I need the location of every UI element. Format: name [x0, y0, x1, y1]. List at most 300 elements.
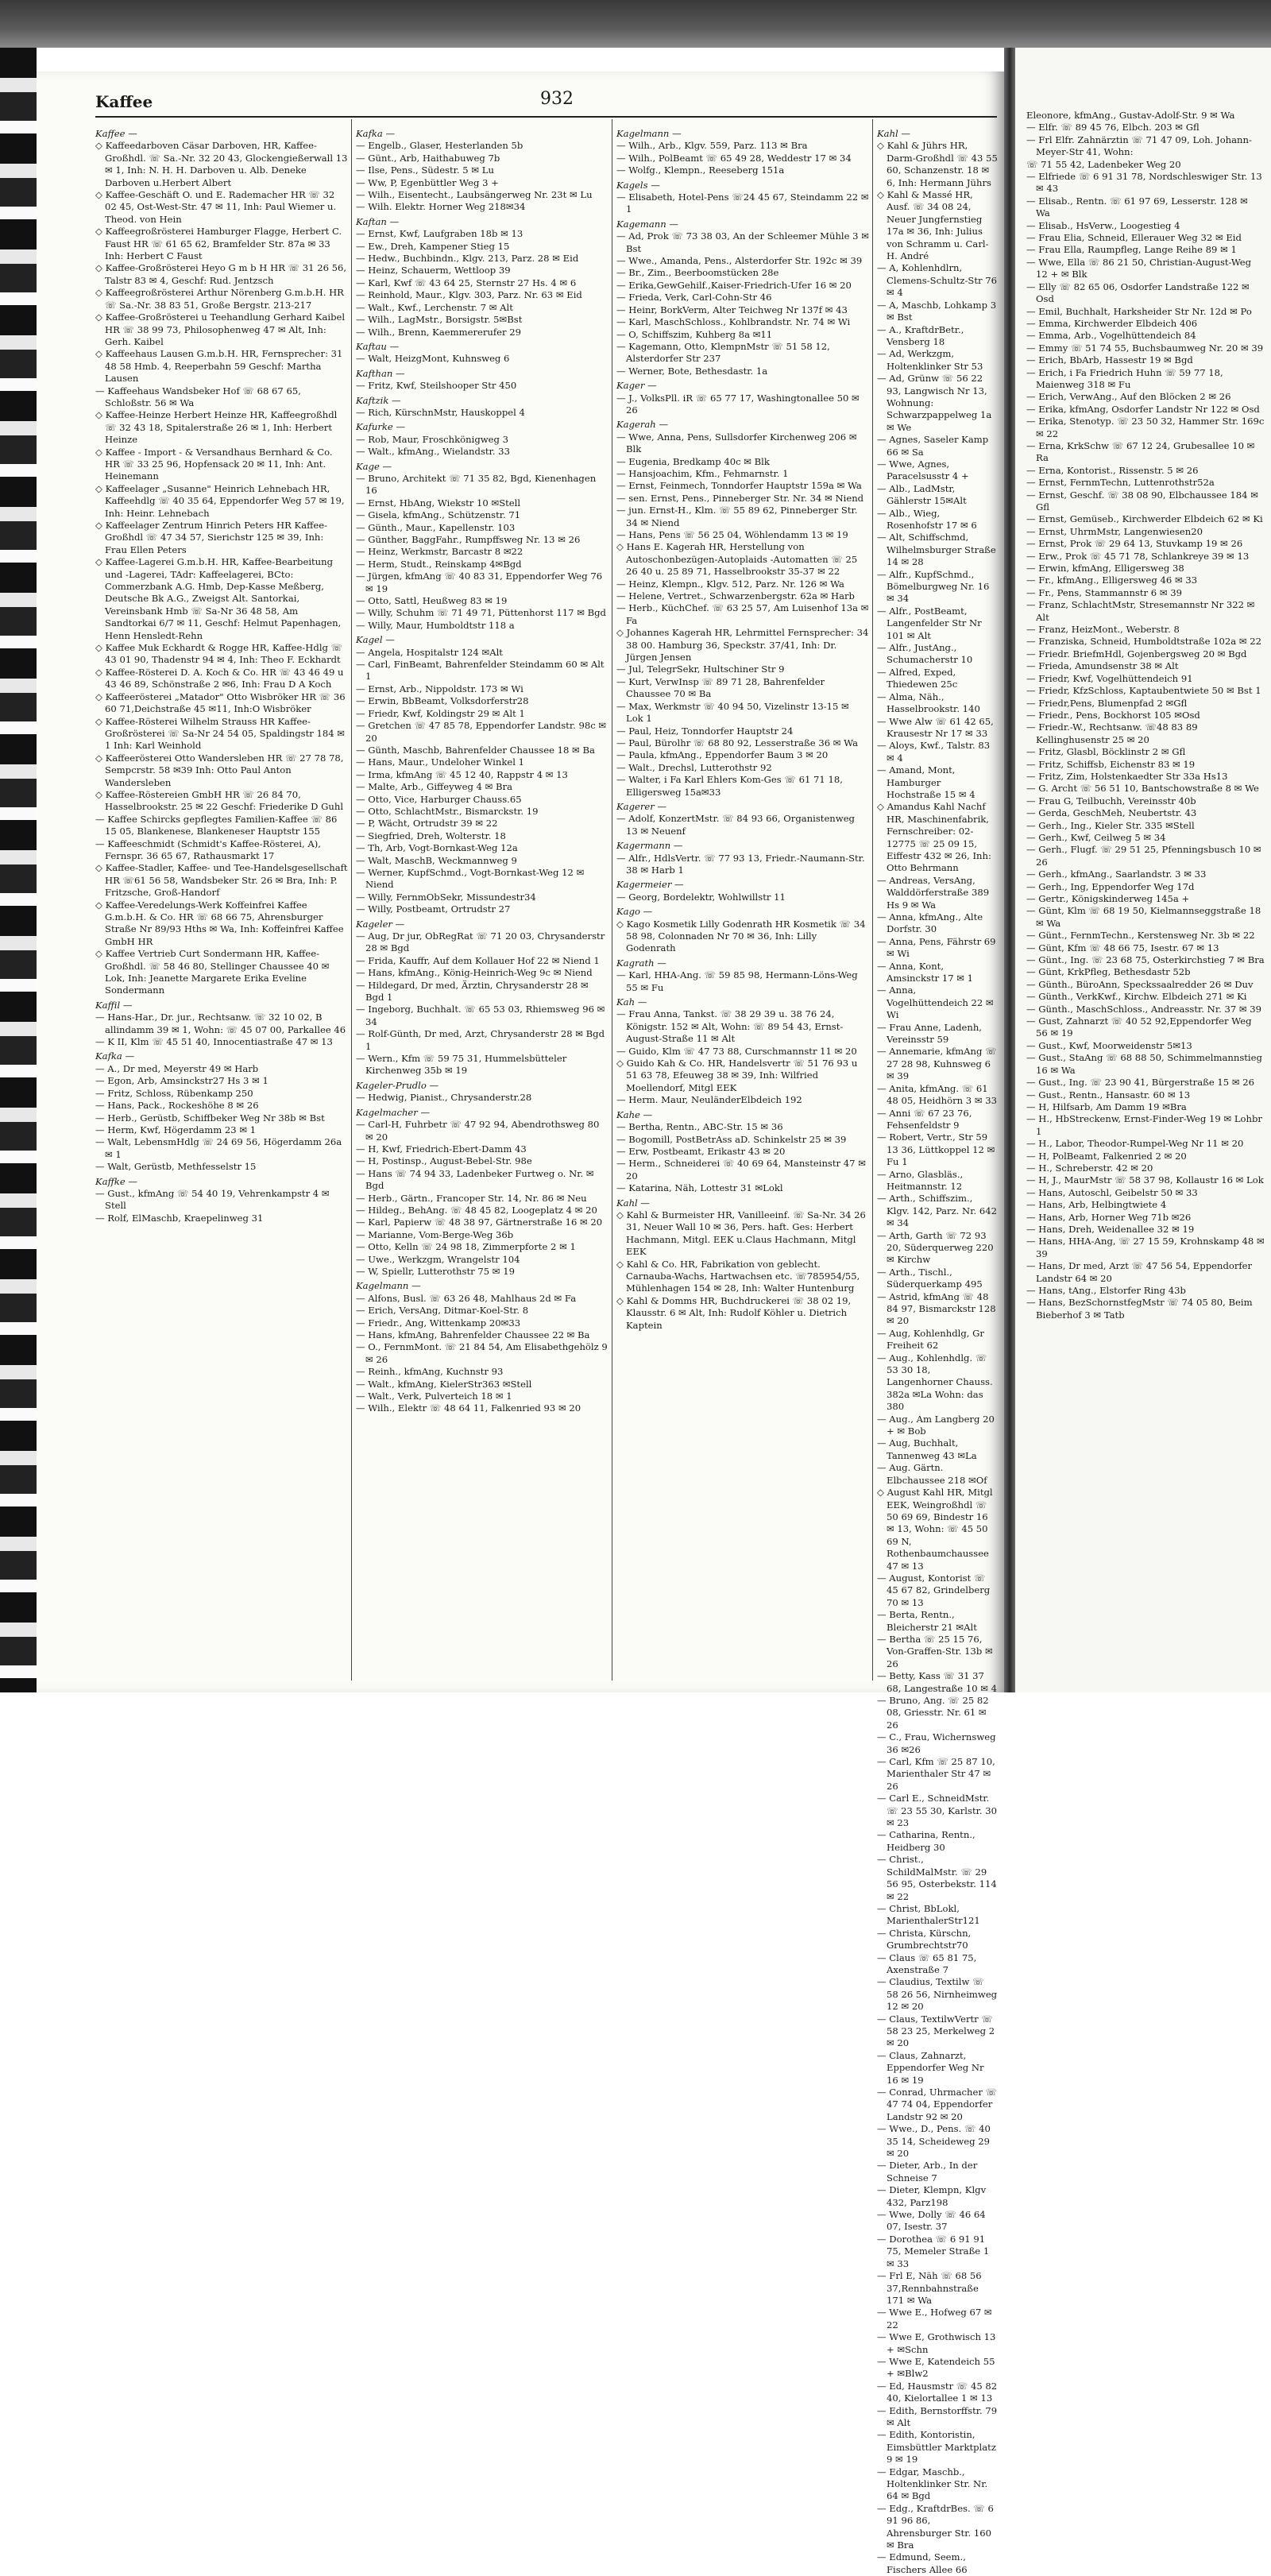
column-rule: [872, 119, 873, 1681]
directory-entry: — Hans, tAng., Elstorfer Ring 43b: [1026, 1285, 1186, 1296]
directory-entry: — H, Kwf, Friedrich-Ebert-Damm 43: [356, 1143, 527, 1155]
directory-entry: — C., Frau, Wichernsweg 36 ✉26: [877, 1731, 996, 1755]
directory-entry: Kager —: [616, 380, 657, 392]
directory-entry: — Otto, Vice, Harburger Chauss.65: [356, 793, 522, 805]
directory-entry: — Bertha ☏ 25 15 76, Von-Graffen-Str. 13b ✉ 26: [877, 1633, 993, 1669]
directory-entry: — Karl, MaschSchloss., Kohlbrandstr. Nr. 74 ✉ Wi: [616, 316, 851, 328]
directory-entry: — Aug, Dr jur, ObRegRat ☏ 71 20 03, Chrysanderstr 28 ✉ Bgd: [356, 930, 605, 954]
directory-entry: ◇ Kaffee Vertrieb Curt Sondermann HR, Kaffee-Großhdl. ☏ 58 46 80, Stellinger Chaussee 40 ✉ Lok, Inh: Jeanette Margarete Erika Eveline Sondermann: [95, 948, 330, 996]
directory-entry: ◇ Kaffeegroßrösterei Arthur Nörenberg G.m.b.H. HR ☏ Sa.-Nr. 38 83 51, Große Bergstr. 213-217: [95, 287, 344, 311]
directory-entry: — Edith, Bernstorffstr. 79 ✉ Alt: [877, 2404, 998, 2428]
directory-entry: — Herm. Maur, NeuländerElbdeich 192: [616, 1094, 802, 1106]
directory-entry: — Siegfried, Dreh, Wolterstr. 18: [356, 830, 506, 841]
directory-entry: — Günt., FernmTechn., Kerstensweg Nr. 3b ✉ 22: [1026, 930, 1255, 942]
directory-entry: — Günt, Kfm ☏ 48 66 75, Isestr. 67 ✉ 13: [1026, 942, 1219, 953]
directory-entry: Kagelmann —: [616, 128, 682, 139]
directory-entry: — Hans, Arb, Horner Weg 71b ✉26: [1026, 1211, 1192, 1223]
directory-entry: — Werner, KupfSchmd., Vogt-Bornkast-Weg 12 ✉ Niend: [356, 866, 585, 891]
directory-entry: — Heinz, Werkmstr, Barcastr 8 ✉22: [356, 546, 523, 558]
directory-entry: — Wwe, Dolly ☏ 46 64 07, Isestr. 37: [877, 2209, 986, 2233]
directory-entry: — Aug, Buchhalt, Tannenweg 43 ✉La: [877, 1437, 977, 1461]
directory-entry: — Christa, Kürschn, Grumbrechtstr70: [877, 1927, 972, 1951]
directory-entry: — Günth., MaschSchloss., Andreasstr. Nr. 37 ✉ 39: [1026, 1003, 1262, 1015]
directory-entry: Kageler —: [356, 918, 405, 930]
directory-entry: ◇ Kaffee-Lagerei G.m.b.H. HR, Kaffee-Bearbeitung und -Lagerei, TAdr: Kaffeelagerei, BCto: Commerzbank A.G. Hmb, Dep-Kasse Meßberg, Deutsche Bk A.G., Zweigst Alt. Santorkai, Vereinsbank Hmb ☏ Sa-Nr 36 48 58, Am Sandtorkai 6/7 ✉ 11, Geschf: Helmut Papenhagen, Henn Hensledt-Rehn: [95, 556, 342, 641]
directory-entry: — Herm, Kwf, Högerdamm 23 ✉ 1: [95, 1124, 257, 1135]
directory-entry: — Eugenia, Bredkamp 40c ✉ Blk: [616, 455, 770, 467]
directory-entry: — Wilh., Brenn, Kaemmererufer 29: [356, 326, 521, 338]
directory-entry: — Reinhold, Maur., Klgv. 303, Parz. Nr. 63 ✉ Eid: [356, 289, 582, 301]
directory-entry: — Paul, Heiz, Tonndorfer Hauptstr 24: [616, 725, 794, 737]
directory-entry: ◇ Kaffee-Rösterei D. A. Koch & Co. HR ☏ 43 46 49 u 43 46 89, Schönstraße 2 ✉6, Inh: Frau D A Koch: [95, 666, 344, 690]
directory-entry: — Helene, Vertret., Schwarzenbergstr. 62a ✉ Harb: [616, 590, 855, 602]
directory-entry: ◇ Guido Kah & Co. HR, Handelsvertr ☏ 51 76 93 u 51 63 78, Efeuweg 38 ✉ 39, Inh: Wilfried Moellendorf, Mitgl EEK: [616, 1058, 858, 1093]
directory-entry: — Walt., Kwf., Lerchenstr. 7 ✉ Alt: [356, 301, 513, 313]
directory-entry: — Ernst, Arb., Nippoldstr. 173 ✉ Wi: [356, 683, 523, 694]
directory-column-4: [877, 126, 998, 2575]
directory-entry: Kaffke —: [95, 1175, 137, 1187]
directory-entry: — Frieda, Amundsenstr 38 ✉ Alt: [1026, 660, 1179, 672]
directory-entry: ◇ Kaffeegroßrösterei Hamburger Flagge, Herbert C. Faust HR ☏ 61 65 62, Bramfelder Str. 87a ✉ 33 Inh: Herbert C Faust: [95, 226, 342, 262]
directory-entry: — Frida, Kauffr, Auf dem Kollauer Hof 22 ✉ Niend 1: [356, 954, 600, 966]
directory-entry: ◇ Johannes Kagerah HR, Lehrmittel Fernsprecher: 34 38 00. Hamburg 36, Speckstr. 37/41, Inh: Dr. Jürgen Jensen: [616, 627, 869, 663]
directory-entry: — Wwe E, Katendeich 55 + ✉Blw2: [877, 2355, 995, 2380]
directory-entry: — Rich, KürschnMstr, Hauskoppel 4: [356, 406, 525, 418]
directory-entry: Kagel —: [356, 634, 395, 646]
directory-entry: — Edgar, Maschb., Holtenklinker Str. Nr. 64 ✉ Bgd: [877, 2466, 988, 2502]
directory-entry: — Walt., Drechsl, Lutterothstr 92: [616, 761, 772, 773]
directory-entry: — G. Archt ☏ 56 51 10, Bantschowstraße 8 ✉ We: [1026, 783, 1259, 795]
directory-entry: — Catharina, Rentn., Heidberg 30: [877, 1829, 975, 1853]
directory-entry: — Kurt, VerwInsp ☏ 89 71 28, Bahrenfelder Chaussee 70 ✉ Ba: [616, 675, 825, 700]
directory-entry: — Gerda, GeschMeh, Neubertstr. 43: [1026, 807, 1197, 819]
directory-entry: Kage —: [356, 460, 392, 472]
directory-entry: — Engelb., Glaser, Hesterlanden 5b: [356, 140, 523, 152]
directory-entry: — Anita, kfmAng. ☏ 61 48 05, Heidhörn 3 ✉ 33: [877, 1082, 998, 1107]
directory-entry: Kagerer —: [616, 800, 667, 812]
directory-entry: Kageler-Prudlo —: [356, 1079, 439, 1091]
directory-entry: — W, Spiellr, Lutterothstr 75 ✉ 19: [356, 1265, 515, 1277]
directory-entry: — Herm., Schneiderei ☏ 40 69 64, Mansteinstr 47 ✉ 20: [616, 1158, 866, 1182]
directory-entry: — Kaffee Schircks gepflegtes Familien-Kaffee ☏ 86 15 05, Blankenese, Blankeneser Hauptstr 155: [95, 813, 338, 837]
directory-entry: — Reinh., kfmAng, Kuchnstr 93: [356, 1366, 504, 1378]
directory-entry: — Erich, i Fa Friedrich Huhn ☏ 59 77 18, Maienweg 318 ✉ Fu: [1026, 366, 1223, 390]
directory-entry: Kaffee —: [95, 128, 137, 139]
directory-entry: — Anna, Kont, Amsinckstr 17 ✉ 1: [877, 960, 974, 984]
directory-entry: — Dorothea ☏ 6 91 91 75, Memeler Straße 1 ✉ 33: [877, 2233, 990, 2269]
directory-entry: — jun. Ernst-H., Klm. ☏ 55 89 62, Pinneberger Str. 34 ✉ Niend: [616, 505, 858, 528]
binding-edge: [0, 48, 37, 1692]
directory-entry: ◇ Kaffeedarboven Cäsar Darboven, HR, Kaffee-Großhdl. ☏ Sa.-Nr. 32 20 43, Glockengießerwall 13 ✉ 1, Inh: N. H. H. Darboven u. Alb. Deneke Darboven u.Herbert Albert: [95, 140, 348, 188]
directory-entry: — H., Labor, Theodor-Rumpel-Weg Nr 11 ✉ 20: [1026, 1138, 1244, 1150]
directory-entry: — Fritz, Kwf, Steilshooper Str 450: [356, 380, 517, 392]
directory-entry: — Heinz, Klempn., Klgv. 512, Parz. Nr. 126 ✉ Wa: [616, 578, 844, 590]
directory-entry: — Paula, kfmAng., Eppendorfer Baum 3 ✉ 20: [616, 749, 829, 761]
directory-entry: — Gust., Rentn., Hansastr. 60 ✉ 13: [1026, 1089, 1191, 1100]
directory-entry: — Carl-H, Fuhrbetr ☏ 47 92 94, Abendrothsweg 80 ✉ 20: [356, 1119, 600, 1143]
directory-entry: — Erwin, BbBeamt, Volksdorferstr28: [356, 695, 529, 707]
directory-entry: ◇ Kaffee-Großrösterei u Teehandlung Gerhard Kaibel HR ☏ 38 99 73, Philosophenweg 47 ✉ Alt, Inh: Gerh. Kaibel: [95, 311, 346, 347]
directory-entry: — Irma, kfmAng ☏ 45 12 40, Rappstr 4 ✉ 13: [356, 768, 568, 780]
directory-entry: — Hans, Maur., Undeloher Winkel 1: [356, 756, 524, 768]
directory-entry: — Elfr. ☏ 89 45 76, Elbch. 203 ✉ Gfl: [1026, 122, 1200, 133]
directory-entry: — A., KraftdrBetr., Vensberg 18: [877, 323, 964, 347]
directory-entry: — Andreas, VersAng, Walddörferstraße 389 Hs 9 ✉ Wa: [877, 874, 990, 911]
directory-entry: — Elfriede ☏ 6 91 31 78, Nordschleswiger Str. 13 ✉ 43: [1026, 171, 1262, 195]
directory-entry: — Wilh. Elektr. Horner Weg 218✉34: [356, 201, 526, 213]
directory-entry: — Max, Werkmstr ☏ 40 94 50, Vizelinstr 13-15 ✉ Lok 1: [616, 700, 849, 725]
directory-entry: — Hans, kfmAng, Bahrenfelder Chaussee 22 ✉ Ba: [356, 1329, 590, 1340]
directory-entry: Kago —: [616, 906, 653, 918]
directory-entry: — Günt, KrkPfleg, Bethesdastr 52b: [1026, 966, 1191, 978]
directory-entry: — Hans, Pack., Rockeshöhe 8 ✉ 26: [95, 1100, 259, 1112]
directory-entry: — Wwe E, Grothwisch 13 + ✉Schn: [877, 2331, 996, 2355]
directory-entry: — Willy, Maur, Humboldtstr 118 a: [356, 619, 515, 631]
directory-entry: — Elisabeth, Hotel-Pens ☏24 45 67, Steindamm 22 ✉ 1: [616, 191, 869, 215]
directory-entry: ◇ Kaffee-Stadler, Kaffee- und Tee-Handelsgesellschaft HR ☏61 56 58, Wandsbeker Str. 26 ✉ Bra, Inh: P. Fritzsche, Groß-Handorf: [95, 862, 348, 899]
directory-entry: — Frau Anne, Ladenh, Vereinsstr 59: [877, 1021, 982, 1046]
directory-entry: — Ernst, Feinmech, Tonndorfer Hauptstr 159a ✉ Wa: [616, 480, 862, 492]
directory-entry: — sen. Ernst, Pens., Pinneberger Str. Nr. 34 ✉ Niend: [616, 492, 864, 504]
directory-entry: — Kaffeehaus Wandsbeker Hof ☏ 68 67 65, Schloßstr. 56 ✉ Wa: [95, 385, 301, 408]
directory-entry: — Gerh., kfmAng., Saarlandstr. 3 ✉ 33: [1026, 868, 1207, 880]
directory-entry: Kaftan —: [356, 215, 400, 227]
directory-entry: — Hans, Autoschl, Geibelstr 50 ✉ 33: [1026, 1186, 1198, 1198]
directory-entry: — Alfr., HdlsVertr. ☏ 77 93 13, Friedr.-Naumann-Str. 38 ✉ Harb 1: [616, 852, 865, 876]
directory-entry: — Malte, Arb., Giffeyweg 4 ✉ Bra: [356, 781, 512, 793]
directory-entry: — Friedr.-W., Rechtsanw. ☏48 83 89 Kellinghusenstr 25 ✉ 20: [1026, 721, 1198, 745]
directory-entry: ◇ Kahl & Co. HR, Fabrikation von geblecht. Carnauba-Wachs, Hartwachsen etc. ☏785954/55, Mühlenhagen 154 ✉ 28, Inh: Walter Huntenburg: [616, 1258, 860, 1294]
directory-entry: — Günth., BüroAnn, Speckssaalredder 26 ✉ Duv: [1026, 978, 1254, 990]
directory-entry: Kagels —: [616, 179, 660, 191]
directory-column-2: [356, 126, 608, 1683]
directory-entry: — Erna, Kontorist., Rissenstr. 5 ✉ 26: [1026, 464, 1199, 476]
directory-entry: — Karl, HHA-Ang. ☏ 59 85 98, Hermann-Löns-Weg 55 ✉ Fu: [616, 969, 858, 993]
directory-entry: — Walt, HeizgMont, Kuhnsweg 6: [356, 353, 510, 365]
directory-entry: — Kagemann, Otto, KlempnMstr ☏ 51 58 12, Alsterdorfer Str 237: [616, 340, 830, 365]
directory-entry: — Emma, Arb., Vogelhüttendeich 84: [1026, 330, 1196, 342]
directory-entry: — H., Schreberstr. 42 ✉ 20: [1026, 1162, 1153, 1174]
directory-entry: — Herm, Studt., Reinskamp 4✉Bgd: [356, 558, 522, 570]
directory-entry: — Uwe., Werkzgm, Wrangelstr 104: [356, 1253, 520, 1265]
directory-entry: — Wilh., Eisentecht., Laubsängerweg Nr. 23t ✉ Lu: [356, 189, 593, 201]
directory-entry: Kagrath —: [616, 957, 666, 969]
directory-entry: — Hans, kfmAng., König-Heinrich-Weg 9c ✉ Niend: [356, 967, 593, 979]
directory-entry: — August, Kontorist ☏ 45 67 82, Grindelberg 70 ✉ 13: [877, 1572, 991, 1608]
directory-entry: ◇ Kaffee-Rösterei Wilhelm Strauss HR Kaffee-Großrösterei ☏ Sa-Nr 24 54 05, Spaldingstr 184 ✉ 1 Inh: Karl Weinhold: [95, 715, 346, 752]
directory-entry: ◇ Kahl & Domms HR, Buchdruckerei ☏ 38 02 19, Klausstr. 6 ✉ Alt, Inh: Rudolf Köhler u. Dietrich Kaptein: [616, 1294, 852, 1331]
directory-entry: — Angela, Hospitalstr 124 ✉Alt: [356, 646, 503, 658]
directory-entry: ◇ Kahl & Massé HR, Ausf. ☏ 34 08 24, Neuer Jungfernstieg 17a ✉ 36, Inh: Julius von Schramm u. Carl-H. André: [877, 189, 989, 262]
directory-entry: ◇ August Kahl HR, Mitgl EEK, Weingroßhdl ☏ 50 69 69, Bindestr 16 ✉ 13, Wohn: ☏ 45 50 69 N, Rothenbaumchaussee 47 ✉ 13: [877, 1487, 993, 1572]
directory-entry: — Gertr., Königskinderweg 145a +: [1026, 893, 1190, 904]
directory-entry: — J., VolksPll. iR ☏ 65 77 17, Washingtonallee 50 ✉ 26: [616, 392, 860, 416]
directory-entry: Kahl —: [877, 128, 911, 139]
directory-entry: — Erw, Postbeamt, Erikastr 43 ✉ 20: [616, 1145, 786, 1157]
directory-entry: ◇ Kaffee Muk Eckhardt & Rogge HR, Kaffee-Hdlg ☏ 43 01 90, Thadenstr 94 ✉ 4, Inh: Theo F. Eckhardt: [95, 642, 343, 666]
directory-entry: — Gust, Zahnarzt ☏ 40 52 92,Eppendorfer Weg 56 ✉ 19: [1026, 1015, 1252, 1039]
directory-entry: — Rolf, ElMaschb, Kraepelinweg 31: [95, 1212, 264, 1224]
directory-entry: — Ew., Dreh, Kampener Stieg 15: [356, 240, 510, 252]
directory-entry: — Otto, SchlachtMstr., Bismarckstr. 19: [356, 805, 539, 817]
directory-entry: — Willy, Postbeamt, Ortrudstr 27: [356, 903, 511, 915]
directory-entry: — Robert, Vertr., Str 59 13 36, Lüttkoppel 12 ✉ Fu 1: [877, 1131, 995, 1168]
directory-entry: — Gust., Kwf, Moorweidenstr 5✉13: [1026, 1039, 1192, 1051]
directory-entry: — A, Maschb, Lohkamp 3 ✉ Bst: [877, 299, 997, 323]
directory-entry: — Emmy ☏ 51 74 55, Buchsbaumweg Nr. 20 ✉ 39: [1026, 342, 1264, 354]
directory-entry: — Alfred, Exped, Thiedewen 25c: [877, 666, 958, 690]
directory-entry: — Elisab., Rentn. ☏ 61 97 69, Lesserstr. 128 ✉ Wa: [1026, 195, 1248, 219]
directory-entry: — Walt, MaschB, Weckmannweg 9: [356, 854, 517, 866]
directory-entry: Kaftau —: [356, 340, 400, 352]
directory-entry: Kafurke —: [356, 421, 406, 433]
directory-entry: — Werner, Bote, Bethesdastr. 1a: [616, 365, 768, 377]
directory-entry: — Erika, kfmAng, Osdorfer Landstr Nr 122 ✉ Osd: [1026, 403, 1260, 415]
directory-entry: — Edith, Kontoristin, Eimsbüttler Marktplatz 9 ✉ 19: [877, 2429, 996, 2466]
directory-entry: — Ed, Hausmstr ☏ 45 82 40, Kielortallee 1 ✉ 13: [877, 2380, 998, 2404]
directory-entry: — Egon, Arb, Amsinckstr27 Hs 3 ✉ 1: [95, 1075, 268, 1087]
directory-entry: ◇ Kaffeelager Zentrum Hinrich Peters HR Kaffee-Großhdl ☏ 47 34 57, Sierichstr 125 ✉ 39, Inh: Frau Ellen Peters: [95, 520, 327, 555]
directory-entry: — Christ., SchildMalMstr. ☏ 29 56 95, Osterbekstr. 114 ✉ 22: [877, 1854, 997, 1902]
directory-entry: — Frau Elia, Schneid, Ellerauer Weg 32 ✉ Eid: [1026, 232, 1242, 244]
directory-entry: — Fritz, Schloss, Rübenkamp 250: [95, 1087, 253, 1099]
directory-entry: — Walt., Verk, Pulverteich 18 ✉ 1: [356, 1390, 512, 1402]
directory-entry: — Hansjoachim, Kfm., Fehmarnstr. 1: [616, 467, 789, 479]
directory-entry: — Anna, Vogelhüttendeich 22 ✉ Wi: [877, 984, 994, 1021]
directory-entry: — H, Postinsp., August-Bebel-Str. 98e: [356, 1155, 532, 1167]
directory-entry: — Günth, Maschb, Bahrenfelder Chaussee 18 ✉ Ba: [356, 744, 595, 756]
directory-entry: — Gerh., Ing., Kieler Str. 335 ✉Stell: [1026, 819, 1195, 831]
directory-entry: — Friedr., Pens, Bockhorst 105 ✉Osd: [1026, 709, 1200, 721]
directory-entry: — Christ, BbLokl, MarienthalerStr121: [877, 1902, 980, 1927]
directory-entry: — Ernst, Kwf, Laufgraben 18b ✉ 13: [356, 228, 523, 240]
directory-entry: — Ernst, Prok ☏ 29 64 13, Stuvkamp 19 ✉ 26: [1026, 538, 1243, 550]
directory-entry: — Berta, Rentn., Bleicherstr 21 ✉Alt: [877, 1609, 977, 1633]
directory-entry: Kahe —: [616, 1108, 653, 1120]
page-number: 932: [540, 89, 574, 109]
directory-entry: ◇ Kaffee-Röstereien GmbH HR ☏ 26 84 70, Hasselbrookstr. 25 ✉ 22 Geschf: Friederike D Guhl: [95, 788, 344, 813]
directory-entry: — Ernst, HbAng, Wiekstr 10 ✉Stell: [356, 497, 521, 509]
directory-entry: — Otto, Sattl, Heußweg 83 ✉ 19: [356, 595, 508, 607]
directory-entry: ◇ Kago Kosmetik Lilly Godenrath HR Kosmetik ☏ 34 58 98, Colonnaden Nr 70 ✉ 36, Inh: Lilly Godenrath: [616, 918, 866, 954]
directory-column-3: [616, 126, 869, 1683]
directory-entry: — Arno, Glasbläs., Heitmannstr. 12: [877, 1168, 964, 1192]
directory-entry: — Friedr, KfzSchloss, Kaptaubentwiete 50 ✉ Bst 1: [1026, 685, 1261, 697]
directory-entry: — Friedr. BriefmHdl, Gojenbergsweg 20 ✉ Bgd: [1026, 648, 1247, 659]
directory-entry: — Georg, Bordelektr, Wohlwillstr 11: [616, 891, 786, 903]
directory-entry: ◇ Kahl & Jührs HR, Darm-Großhdl ☏ 43 55 60, Schanzenstr. 18 ✉ 6, Inh: Hermann Jührs: [877, 140, 998, 188]
directory-entry: — Wwe, Anna, Pens, Sullsdorfer Kirchenweg 206 ✉ Blk: [616, 431, 857, 455]
directory-entry: ◇ Hans E. Kagerah HR, Herstellung von Autoschonbezügen-Autoplaids -Automatten ☏ 25 26 40 u. 25 89 71, Hasselbrookstr 35-37 ✉ 22: [616, 541, 858, 578]
directory-entry: — Franziska, Schneid, Humboldtstraße 102a ✉ 22: [1026, 636, 1262, 648]
directory-entry: — Ilse, Pens., Südestr. 5 ✉ Lu: [356, 164, 494, 176]
directory-entry: — Katarina, Näh, Lottestr 31 ✉Lokl: [616, 1182, 783, 1194]
directory-entry: — Wwe E., Hofweg 67 ✉ 22: [877, 2307, 992, 2330]
directory-entry: — Marianne, Vom-Berge-Weg 36b: [356, 1228, 514, 1240]
directory-entry: — Erich, BbArb, Hassestr 19 ✉ Bgd: [1026, 354, 1193, 366]
directory-entry: — Paul, Bürolhr ☏ 68 80 92, Lesserstraße 36 ✉ Wa: [616, 737, 858, 748]
column-rule: [351, 119, 352, 1681]
directory-entry: — Alt, Schiffschmd, Wilhelmsburger Straße 14 ✉ 28: [877, 532, 996, 568]
directory-entry: — Fritz, Zim, Holstenkaedter Str 33a Hs13: [1026, 770, 1228, 782]
directory-entry: — Bogomill, PostBetrAss aD. Schinkelstr 25 ✉ 39: [616, 1133, 847, 1145]
directory-entry: — Arth., Schiffszim., Klgv. 142, Parz. Nr. 642 ✉ 34: [877, 1193, 997, 1229]
running-head: [95, 89, 997, 118]
directory-entry: — Frau G, Teilbuchh, Vereinsstr 40b: [1026, 795, 1196, 806]
directory-entry: — Erna, KrkSchw ☏ 67 12 24, Grubesallee 10 ✉ Ra: [1026, 439, 1255, 464]
directory-entry: — Günt, Klm ☏ 68 19 50, Kielmannseggstraße 18 ✉ Wa: [1026, 905, 1261, 929]
directory-entry: — O., FernmMont. ☏ 21 84 54, Am Elisabethgehölz 9 ✉ 26: [356, 1341, 608, 1365]
directory-entry: — Günther, BaggFahr., Rumpffsweg Nr. 13 ✉ 26: [356, 534, 581, 545]
directory-entry: Kagemann —: [616, 218, 678, 230]
directory-entry: — Frl Elfr. Zahnärztin ☏ 71 47 09, Loh. Johann-Meyer-Str 41, Wohn:: [1026, 133, 1252, 158]
directory-entry: — Ww, P, Egenbüttler Weg 3 +: [356, 176, 499, 188]
directory-entry: — Ernst, FernmTechn, Luttenrothstr52a: [1026, 477, 1215, 489]
directory-entry: — Günt., Ing. ☏ 23 68 75, Osterkirchstieg 7 ✉ Bra: [1026, 954, 1265, 966]
directory-entry: — Br., Zim., Beerboomstücken 28e: [616, 267, 779, 279]
directory-entry: — Erika, Stenotyp. ☏ 23 50 32, Hammer Str. 169c ✉ 22: [1026, 416, 1265, 439]
directory-entry: — Kaffeeschmidt (Schmidt's Kaffee-Rösterei, A), Fernspr. 36 65 67, Rathausmarkt 17: [95, 837, 321, 861]
directory-entry: — Fr., kfmAng., Elligersweg 46 ✉ 33: [1026, 574, 1198, 586]
directory-entry: — Karl, Papierw ☏ 48 38 97, Gärtnerstraße 16 ✉ 20: [356, 1216, 603, 1228]
directory-entry: — Wwe, Agnes, Paracelsusstr 4 +: [877, 458, 969, 482]
directory-entry: — Emil, Buchhalt, Harksheider Str Nr. 12d ✉ Po: [1026, 305, 1252, 317]
directory-entry: — Astrid, kfmAng ☏ 48 84 97, Bismarckstr 128 ✉ 20: [877, 1290, 996, 1327]
directory-entry: — Annemarie, kfmAng ☏ 27 28 98, Kuhnsweg 6 ✉ 39: [877, 1046, 997, 1082]
directory-entry: — Jul, TelegrSekr, Hultschiner Str 9: [616, 663, 785, 675]
directory-entry: — Gerh., Kwf, Ceilweg 5 ✉ 34: [1026, 831, 1166, 843]
directory-entry: — Hedw., Buchbindn., Klgv. 213, Parz. 28 ✉ Eid: [356, 253, 579, 265]
directory-entry: — Frau Anna, Tankst. ☏ 38 29 39 u. 38 76 24, Königstr. 152 ✉ Alt, Wohn: ☏ 89 54 43, Ernst-August-Straße 11 ✉ Alt: [616, 1008, 844, 1045]
directory-entry: — A., Dr med, Meyerstr 49 ✉ Harb: [95, 1062, 259, 1074]
directory-entry: — Heinz, Schauerm, Wettloop 39: [356, 265, 511, 277]
directory-entry: — Carl, FinBeamt, Bahrenfelder Steindamm 60 ✉ Alt 1: [356, 659, 605, 683]
directory-entry: ◇ Kaffeehaus Lausen G.m.b.H. HR, Fernsprecher: 31 48 58 Hmb. 4, Reeperbahn 59 Geschf: Martha Lausen: [95, 348, 343, 385]
directory-entry: — Hans, BezSchornstfegMstr ☏ 74 05 80, Beim Bieberhof 3 ✉ Tatb: [1026, 1297, 1253, 1321]
directory-entry: — Ad, Grünw ☏ 56 22 93, Langwisch Nr 13, Wohnung: Schwarzpappelweg 1a ✉ We: [877, 373, 992, 433]
directory-entry: — H, J., MaurMstr ☏ 58 37 98, Kollaustr 16 ✉ Lok: [1026, 1174, 1264, 1186]
directory-entry: — Aug, Kohlenhdlg, Gr Freiheit 62: [877, 1327, 984, 1352]
directory-entry: — Erw., Prok ☏ 45 71 78, Schlankreye 39 ✉ 13: [1026, 550, 1250, 562]
directory-entry: — Alfons, Busl. ☏ 63 26 48, Mahlhaus 2d ✉ Fa: [356, 1292, 577, 1304]
directory-entry: — Alma, Näh., Hasselbrookstr. 140: [877, 690, 980, 715]
directory-entry: Kaftzik —: [356, 394, 401, 406]
directory-entry: — O, Schiffszim, Kuhberg 8a ✉11: [616, 328, 773, 340]
directory-entry: — Willy, FernmObSekr, Missundestr34: [356, 891, 536, 903]
directory-entry: — Herb., KüchChef. ☏ 63 25 57, Am Luisenhof 13a ✉ Fa: [616, 602, 869, 626]
directory-entry: — Franz, HeizMont., Weberstr. 8: [1026, 624, 1180, 636]
directory-entry: Kagermeier —: [616, 879, 684, 891]
book-gutter: [1004, 48, 1015, 1692]
directory-entry: Kagerah —: [616, 419, 669, 431]
directory-entry: — Carl E., SchneidMstr. ☏ 23 55 30, Karlstr. 30 ✉ 23: [877, 1793, 998, 1829]
directory-entry: — Walt., kfmAng., Wielandstr. 33: [356, 446, 510, 458]
directory-entry: — Wwe., D., Pens. ☏ 40 35 14, Scheideweg 29 ✉ 20: [877, 2123, 991, 2160]
directory-entry: — Hans, Pens ☏ 56 25 04, Wöhlendamm 13 ✉ 19: [616, 529, 848, 540]
directory-entry: — Ad, Werkzgm, Holtenklinker Str 53: [877, 348, 983, 372]
directory-entry: — Dieter, Klempn, Klgv 432, Parz198: [877, 2184, 987, 2208]
directory-entry: — Carl, Kfm ☏ 25 87 10, Marienthaler Str 47 ✉ 26: [877, 1756, 995, 1792]
directory-entry: — H, PolBeamt, Falkenried 2 ✉ 20: [1026, 1150, 1187, 1162]
directory-entry: — Franz, SchlachtMstr, Stresemannstr Nr 322 ✉ Alt: [1026, 599, 1255, 623]
directory-entry: — Claus ☏ 65 81 75, Axenstraße 7: [877, 1951, 977, 1975]
directory-entry: — Gust., kfmAng ☏ 54 40 19, Vehrenkampstr 4 ✉ Stell: [95, 1187, 330, 1212]
directory-entry: — Frau Ella, Raumpfleg, Lange Reihe 89 ✉ 1: [1026, 244, 1237, 256]
directory-entry: — A, Kohlenhdlrn, Clemens-Schultz-Str 76 ✉ 4: [877, 262, 997, 299]
directory-entry: — Gretchen ☏ 47 85 78, Eppendorfer Landstr. 98c ✉ 20: [356, 720, 607, 744]
directory-entry: — Arth., Tischl., Süderquerkamp 495: [877, 1266, 983, 1290]
directory-entry: — Claus, TextilwVertr ☏ 58 23 25, Merkelweg 2 ✉ 20: [877, 2013, 995, 2049]
directory-entry: — Wolfg., Klempn., Reeseberg 151a: [616, 164, 785, 176]
directory-entry: — K II, Klm ☏ 45 51 40, Innocentiastraße 47 ✉ 13: [95, 1036, 333, 1048]
directory-entry: — H, Hilfsarb, Am Damm 19 ✉Bra: [1026, 1100, 1187, 1112]
directory-entry: — Walter, i Fa Karl Ehlers Kom-Ges ☏ 61 71 18, Elligersweg 15a✉33: [616, 774, 843, 798]
directory-entry: — Friedr., Ang, Wittenkamp 20✉33: [356, 1317, 521, 1329]
directory-entry: — Hans ☏ 74 94 33, Ladenbeker Furtweg o. Nr. ✉ Bgd: [356, 1167, 594, 1192]
directory-entry: — Fritz, Glasbl, Böcklinstr 2 ✉ Gfl: [1026, 746, 1186, 758]
directory-entry: — Herb., Gärtn., Francoper Str. 14, Nr. 86 ✉ Neu: [356, 1192, 587, 1204]
directory-entry: — Hans-Har., Dr. jur., Rechtsanw. ☏ 32 10 02, B allindamm 39 ✉ 1, Wohn: ☏ 45 07 00, Parkallee 46: [95, 1011, 346, 1035]
directory-entry: — Adolf, KonzertMstr. ☏ 84 93 66, Organistenweg 13 ✉ Neuenf: [616, 813, 855, 837]
directory-entry: — Claus, Zahnarzt, Eppendorfer Weg Nr 16 ✉ 19: [877, 2049, 984, 2086]
scan-border-bottom: [0, 1692, 1271, 1730]
directory-entry: ◇ Kaffee-Veredelungs-Werk Koffeinfrei Kaffee G.m.b.H. & Co. HR ☏ 68 66 75, Ahrensburger Straße Nr 89/93 Hths ✉ Wa, Inh: Koffeinfrei Kaffee GmbH HR: [95, 899, 344, 947]
directory-entry: — Hans, HHA-Ang, ☏ 27 15 59, Krohnskamp 48 ✉ 39: [1026, 1236, 1265, 1259]
directory-entry: — Erich, VerwAng., Auf den Blöcken 2 ✉ 26: [1026, 391, 1231, 403]
directory-entry: — Friedr,Pens, Blumenpfad 2 ✉Gfl: [1026, 697, 1188, 709]
directory-entry: — Ernst, Gemüseb., Kirchwerder Elbdeich 62 ✉ Ki: [1026, 513, 1263, 525]
directory-entry: — Agnes, Saseler Kamp 66 ✉ Sa: [877, 434, 989, 458]
directory-entry: — Anna, Pens, Fährstr 69 ✉ Wi: [877, 935, 996, 960]
directory-entry: — Hans, Dr med, Arzt ☏ 47 56 54, Eppendorfer Landstr 64 ✉ 20: [1026, 1260, 1253, 1284]
directory-entry: — Fritz, Schiffsb, Eichenstr 83 ✉ 19: [1026, 758, 1196, 770]
directory-entry: — Dieter, Arb., In der Schneise 7: [877, 2160, 978, 2183]
directory-entry: — Ingeborg, Buchhalt. ☏ 65 53 03, Rhiemsweg 96 ✉ 34: [356, 1004, 605, 1027]
directory-entry: — H., HbStreckenw, Ernst-Finder-Weg 19 ✉ Lohbr 1: [1026, 1113, 1262, 1137]
directory-entry: Kagelmann —: [356, 1280, 421, 1292]
directory-entry: — P, Wächt, Ortrudstr 39 ✉ 22: [356, 818, 498, 830]
directory-entry: — Jürgen, kfmAng ☏ 40 83 31, Eppendorfer Weg 76 ✉ 19: [356, 571, 603, 594]
directory-entry: Kaffil —: [95, 999, 133, 1011]
directory-entry: — Hedwig, Pianist., Chrysanderstr.28: [356, 1092, 532, 1104]
directory-entry: — Ernst, UhrmMstr, Langenwiesen20: [1026, 525, 1203, 537]
directory-entry: — Emma, Kirchwerder Elbdeich 406: [1026, 317, 1198, 329]
directory-entry: Kafthan —: [356, 367, 405, 379]
directory-entry: — Guido, Klm ☏ 47 73 88, Curschmannstr 11 ✉ 20: [616, 1045, 857, 1057]
directory-entry: — Gust., StaAng ☏ 68 88 50, Schimmelmannstieg 16 ✉ Wa: [1026, 1052, 1262, 1076]
directory-entry: — Wilh., LagMstr., Borsigstr. 5✉Bst: [356, 314, 523, 326]
directory-entry: — Arth, Garth ☏ 72 93 20, Süderquerweg 220 ✉ Kirchw: [877, 1229, 994, 1266]
directory-entry: — Otto, Kelln ☏ 24 98 18, Zimmerpforte 2 ✉ 1: [356, 1241, 576, 1253]
directory-entry: — Gerh., Ing, Eppendorfer Weg 17d: [1026, 880, 1195, 892]
directory-entry: — Rolf-Günth, Dr med, Arzt, Chrysanderstr 28 ✉ Bgd 1: [356, 1028, 605, 1052]
directory-entry: — Alfr., PostBeamt, Langenfelder Str Nr 101 ✉ Alt: [877, 605, 982, 641]
directory-entry: — Aug., Am Langberg 20 + ✉ Bob: [877, 1413, 995, 1437]
directory-entry: — Hans, Dreh, Weidenallee 32 ✉ 19: [1026, 1223, 1195, 1235]
directory-entry: — Conrad, Uhrmacher ☏ 47 74 04, Eppendorfer Landstr 92 ✉ 20: [877, 2087, 998, 2122]
directory-entry: ◇ Kaffeerösterei Otto Wandersleben HR ☏ 27 78 78, Sempcrstr. 58 ✉39 Inh: Otto Paul Anton Wandersleben: [95, 752, 344, 788]
directory-entry: — Alfr., KupfSchmd., Bömelburgweg Nr. 16 ✉ 34: [877, 568, 990, 605]
directory-entry: — Wilh., Arb., Klgv. 559, Parz. 113 ✉ Bra: [616, 140, 808, 152]
directory-entry: — Th, Arb, Vogt-Bornkast-Weg 12a: [356, 842, 518, 854]
directory-entry: Kafka —: [95, 1050, 135, 1062]
directory-entry: — Wwe, Ella ☏ 86 21 50, Christian-August-Weg 12 + ✉ Blk: [1026, 256, 1252, 280]
directory-entry: — Claudius, Textilw ☏ 58 26 56, Nirnheimweg 12 ✉ 20: [877, 1976, 998, 2013]
directory-entry: — Edmund, Seem., Fischers Allee 66: [877, 2551, 968, 2575]
directory-entry: ◇ Kaffee - Import - & Versandhaus Bernhard & Co. HR ☏ 33 25 96, Hopfensack 20 ✉ 11, Inh: Ant. Heinemann: [95, 446, 333, 482]
directory-entry: Kagelmacher —: [356, 1106, 431, 1118]
directory-entry: — Anni ☏ 67 23 76, Fehsenfeldstr 9: [877, 1107, 972, 1131]
